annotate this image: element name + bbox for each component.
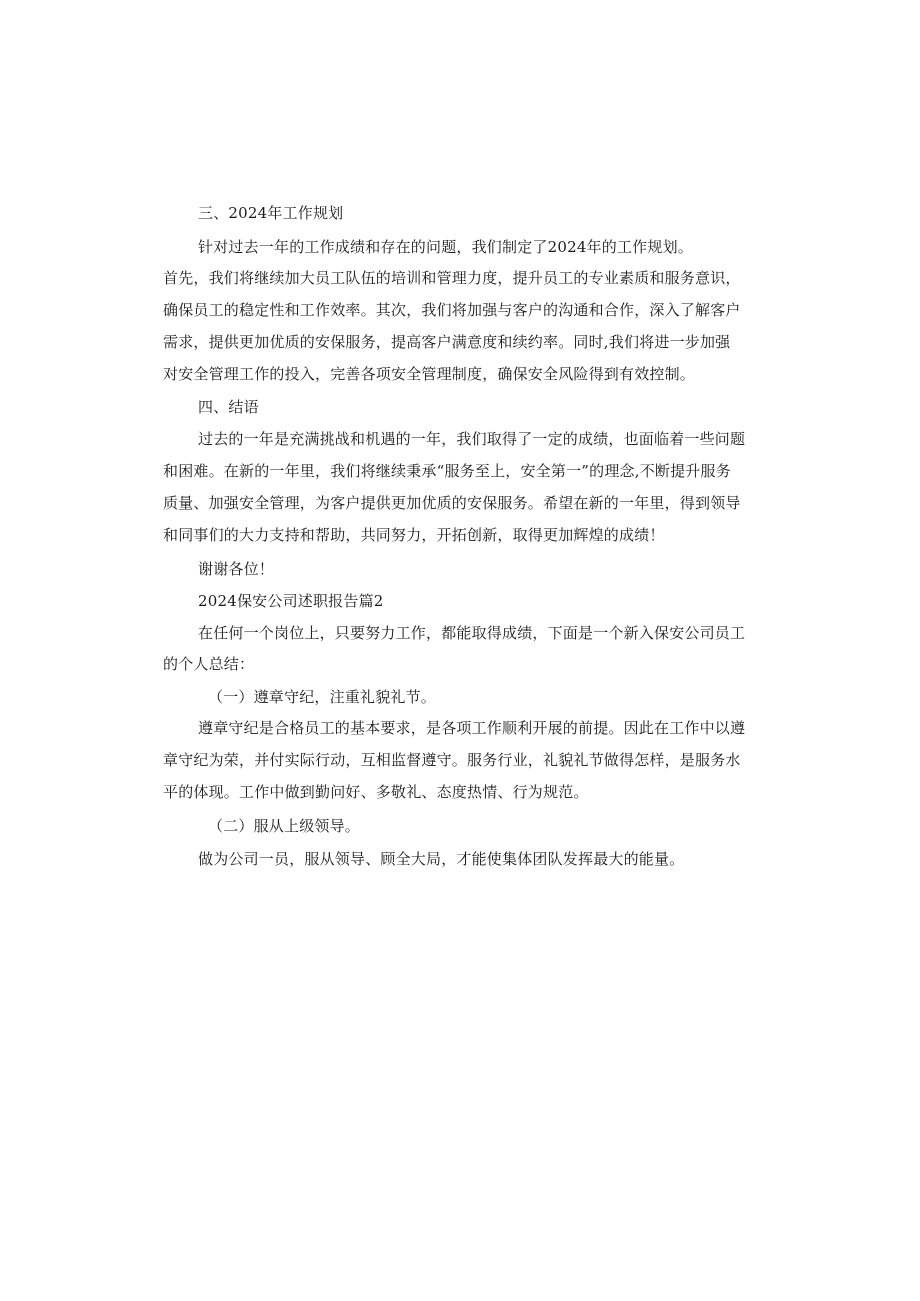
paragraph-line: 对安全管理工作的投入，完善各项安全管理制度，确保安全风险得到有效控制。 (163, 365, 696, 383)
paragraph-line: 做为公司一员，服从领导、顾全大局，才能使集体团队发挥最大的能量。 (198, 850, 685, 868)
report-title: 2024保安公司述职报告篇2 (198, 592, 384, 610)
paragraph-line: 章守纪为荣，并付实际行动，互相监督遵守。服务行业，礼貌礼节做得怎样，是服务水 (163, 751, 741, 769)
subheading-discipline: （一）遵章守纪，注重礼貌礼节。 (208, 688, 437, 706)
paragraph-line: 确保员工的稳定性和工作效率。其次，我们将加强与客户的沟通和合作，深入了解客户 (163, 301, 741, 319)
paragraph-line: 和困难。在新的一年里，我们将继续秉承“服务至上，安全第一”的理念,不断提升服务 (163, 462, 731, 480)
paragraph-line: 和同事们的大力支持和帮助，共同努力，开拓创新，取得更加辉煌的成绩！ (163, 526, 665, 544)
closing-thanks: 谢谢各位！ (198, 560, 275, 578)
paragraph-line: 遵章守纪是合格员工的基本要求，是各项工作顺利开展的前提。因此在工作中以遵 (198, 719, 746, 737)
section-heading-conclusion: 四、结语 (198, 398, 259, 416)
paragraph-line: 针对过去一年的工作成绩和存在的问题，我们制定了2024年的工作规划。 (198, 238, 693, 256)
paragraph-line: 在任何一个岗位上，只要努力工作，都能取得成绩，下面是一个新入保安公司员工 (198, 624, 746, 642)
paragraph-line: 平的体现。工作中做到勤问好、多敬礼、态度热情、行为规范。 (163, 783, 589, 801)
paragraph-line: 首先，我们将继续加大员工队伍的培训和管理力度，提升员工的专业素质和服务意识， (163, 269, 741, 287)
paragraph-line: 需求，提供更加优质的安保服务，提高客户满意度和续约率。同时,我们将进一步加强 (163, 333, 731, 351)
paragraph-line: 的个人总结： (163, 655, 255, 673)
paragraph-line: 质量、加强安全管理，为客户提供更加优质的安保服务。希望在新的一年里，得到领导 (163, 494, 741, 512)
section-heading-work-plan: 三、2024年工作规划 (198, 204, 344, 222)
paragraph-line: 过去的一年是充满挑战和机遇的一年，我们取得了一定的成绩，也面临着一些问题 (198, 430, 746, 448)
subheading-obey-leadership: （二）服从上级领导。 (208, 817, 361, 835)
